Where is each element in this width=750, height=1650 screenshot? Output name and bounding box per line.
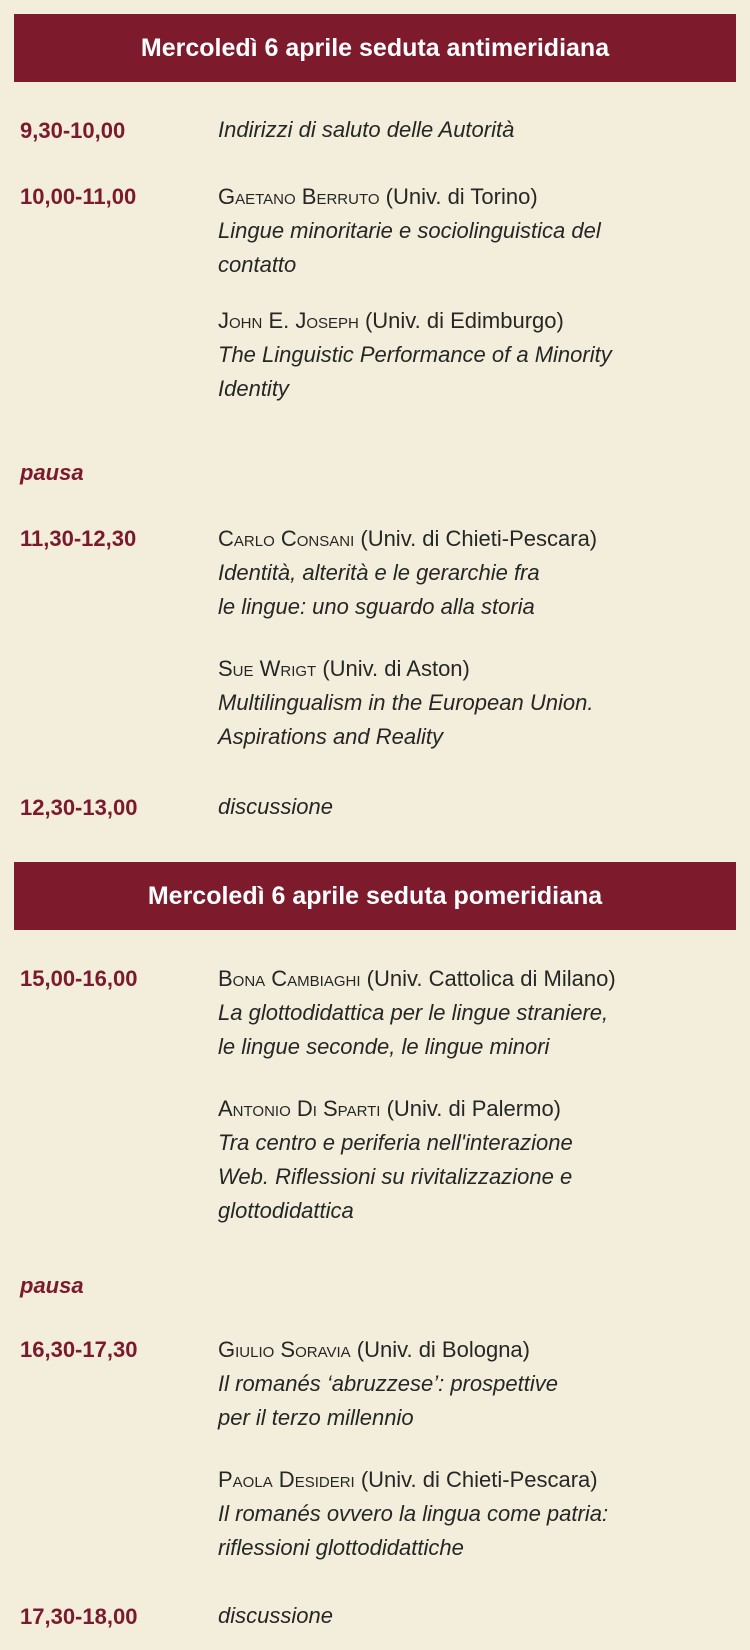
agenda-note: discussione bbox=[218, 794, 333, 819]
session-banner-text: Mercoledì 6 aprile seduta pomeridiana bbox=[147, 881, 603, 910]
time-slot: 12,30-13,00 bbox=[20, 795, 138, 820]
talk-entry bbox=[218, 652, 743, 754]
speaker-name: Bona Cambiaghi bbox=[218, 966, 361, 991]
speaker-name: Giulio Soravia bbox=[218, 1337, 351, 1362]
speaker-affiliation: (Univ. di Chieti-Pescara) bbox=[354, 526, 598, 551]
talk-title: Il romanés ovvero la lingua come patria: bbox=[218, 1501, 609, 1526]
talk-speaker-line bbox=[218, 522, 743, 556]
speaker-affiliation: (Univ. di Torino) bbox=[379, 184, 538, 209]
talk-speaker-line bbox=[218, 180, 743, 214]
talk-title: Il romanés ‘abruzzese’: prospettive bbox=[218, 1371, 558, 1396]
time-slot: 16,30-17,30 bbox=[20, 1337, 138, 1362]
speaker-affiliation: (Univ. di Bologna) bbox=[350, 1337, 530, 1362]
talk-title: Identità, alterità e le gerarchie fra bbox=[218, 560, 540, 585]
time-slot: 15,00-16,00 bbox=[20, 966, 138, 991]
talk-title: riflessioni glottodidattiche bbox=[218, 1535, 464, 1560]
agenda-note: Indirizzi di saluto delle Autorità bbox=[218, 117, 515, 142]
speaker-affiliation: (Univ. di Chieti-Pescara) bbox=[354, 1467, 598, 1492]
talk-speaker-line bbox=[218, 1463, 743, 1497]
agenda-note: discussione bbox=[218, 1603, 333, 1628]
speaker-name: John E. Joseph bbox=[218, 308, 359, 333]
talk-title: contatto bbox=[218, 252, 297, 277]
talk-entry bbox=[218, 304, 743, 406]
speaker-name: Antonio Di Sparti bbox=[218, 1096, 381, 1121]
talk-entry bbox=[218, 962, 743, 1064]
speaker-affiliation: (Univ. Cattolica di Milano) bbox=[360, 966, 616, 991]
session-banner-text: Mercoledì 6 aprile seduta antimeridiana bbox=[140, 33, 610, 62]
talk-entry bbox=[218, 522, 743, 624]
talk-entry bbox=[218, 1092, 743, 1228]
speaker-name: Paola Desideri bbox=[218, 1467, 355, 1492]
speaker-affiliation: (Univ. di Aston) bbox=[316, 656, 470, 681]
talk-title: glottodidattica bbox=[218, 1198, 354, 1223]
agenda-entry bbox=[218, 113, 743, 147]
speaker-name: Gaetano Berruto bbox=[218, 184, 380, 209]
time-slot: 10,00-11,00 bbox=[20, 184, 137, 209]
talk-title: Multilingualism in the European Union. bbox=[218, 690, 594, 715]
talk-title: The Linguistic Performance of a Minority bbox=[218, 342, 612, 367]
talk-entry bbox=[218, 180, 743, 282]
talk-entry bbox=[218, 1463, 743, 1565]
talk-speaker-line bbox=[218, 304, 743, 338]
pause-label: pausa bbox=[20, 460, 84, 485]
talk-title: le lingue seconde, le lingue minori bbox=[218, 1034, 550, 1059]
talk-title: Aspirations and Reality bbox=[218, 724, 444, 749]
talk-title: Identity bbox=[218, 376, 289, 401]
talk-speaker-line bbox=[218, 962, 743, 996]
talk-speaker-line bbox=[218, 1092, 743, 1126]
speaker-affiliation: (Univ. di Palermo) bbox=[380, 1096, 562, 1121]
time-slot: 17,30-18,00 bbox=[20, 1604, 138, 1629]
talk-title: Web. Riflessioni su rivitalizzazione e bbox=[218, 1164, 573, 1189]
talk-title: per il terzo millennio bbox=[218, 1405, 414, 1430]
speaker-name: Carlo Consani bbox=[218, 526, 355, 551]
session-banner-afternoon bbox=[14, 862, 736, 930]
agenda-entry bbox=[218, 790, 743, 824]
talk-entry bbox=[218, 1333, 743, 1435]
talk-title: le lingue: uno sguardo alla storia bbox=[218, 594, 535, 619]
pause-label: pausa bbox=[20, 1273, 84, 1298]
speaker-name: Sue Wrigt bbox=[218, 656, 317, 681]
time-slot: 9,30-10,00 bbox=[20, 118, 126, 143]
talk-speaker-line bbox=[218, 1333, 743, 1367]
talk-title: La glottodidattica per le lingue straniere, bbox=[218, 1000, 609, 1025]
speaker-affiliation: (Univ. di Edimburgo) bbox=[358, 308, 564, 333]
time-slot: 11,30-12,30 bbox=[20, 526, 137, 551]
agenda-entry bbox=[218, 1599, 743, 1633]
session-banner-morning bbox=[14, 14, 736, 82]
talk-title: Tra centro e periferia nell'interazione bbox=[218, 1130, 573, 1155]
talk-speaker-line bbox=[218, 652, 743, 686]
talk-title: Lingue minoritarie e sociolinguistica del bbox=[218, 218, 601, 243]
